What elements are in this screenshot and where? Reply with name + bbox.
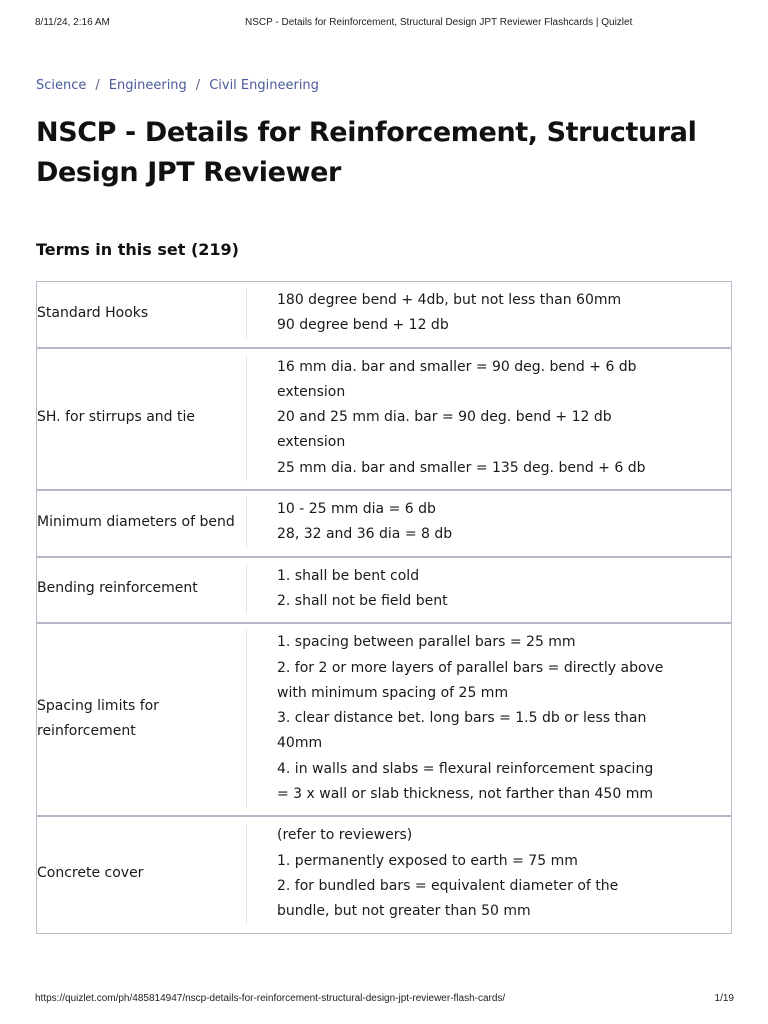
term-row <box>37 815 731 932</box>
term-text: Minimum diameters of bend <box>37 513 235 530</box>
definition-line: 4. in walls and slabs = flexural reinforcement spacing = 3 x wall or slab thickness, not farther than 450 mm <box>277 760 654 803</box>
term-text: Bending reinforcement <box>37 580 198 597</box>
print-url: https://quizlet.com/ph/485814947/nscp-details-for-reinforcement-structural-design-jpt-reviewer-flash-cards/ <box>35 993 506 1004</box>
term-text: Spacing limits for reinforcement <box>37 697 159 739</box>
definition-text <box>247 564 731 615</box>
definition-text <box>247 823 731 924</box>
definition-text <box>247 288 731 339</box>
terms-table <box>36 281 732 934</box>
term-text: Concrete cover <box>37 865 144 882</box>
page-title: NSCP - Details for Reinforcement, Structural Design JPT Reviewer <box>36 117 697 188</box>
term-row <box>37 556 731 623</box>
terms-heading: Terms in this set (219) <box>36 240 239 259</box>
term-row <box>37 282 731 347</box>
definition-line: 20 and 25 mm dia. bar = 90 deg. bend + 12 db extension <box>277 409 612 451</box>
term-row <box>37 622 731 815</box>
print-page-title: NSCP - Details for Reinforcement, Structural Design JPT Reviewer Flashcards | Quizlet <box>245 17 633 28</box>
definition-line: 90 degree bend + 12 db <box>277 317 449 334</box>
breadcrumb-separator: / <box>195 78 201 93</box>
term-text: Standard Hooks <box>37 304 149 321</box>
definition-line: 1. spacing between parallel bars = 25 mm <box>277 634 576 651</box>
breadcrumb-link-civil-engineering[interactable]: Civil Engineering <box>209 78 319 93</box>
definition-line: 2. for 2 or more layers of parallel bars = directly above with minimum spacing of 25 mm <box>277 659 664 701</box>
breadcrumb-link-science[interactable]: Science <box>36 78 87 93</box>
definition-line: 16 mm dia. bar and smaller = 90 deg. bend + 6 db extension <box>277 358 637 400</box>
print-header <box>35 17 734 31</box>
definition-line: 2. for bundled bars = equivalent diameter of the bundle, but not greater than 50 mm <box>277 877 619 920</box>
definition-line: 180 degree bend + 4db, but not less than 60mm <box>277 292 622 308</box>
term-text: SH. for stirrups and tie <box>37 409 195 426</box>
term-row <box>37 347 731 489</box>
definition-line: 3. clear distance bet. long bars = 1.5 db or less than 40mm <box>277 710 647 752</box>
definition-line: 1. shall be bent cold <box>277 567 420 584</box>
definition-line: 2. shall not be field bent <box>277 592 448 609</box>
definition-line: 1. permanently exposed to earth = 75 mm <box>277 852 578 869</box>
definition-line: 28, 32 and 36 dia = 8 db <box>277 526 453 543</box>
definition-text <box>247 630 731 807</box>
breadcrumb-separator: / <box>95 78 100 93</box>
definition-line: 25 mm dia. bar and smaller = 135 deg. bend + 6 db <box>277 459 646 476</box>
print-page-number: 1/19 <box>714 993 734 1004</box>
definition-line: 10 - 25 mm dia = 6 db <box>277 501 436 518</box>
breadcrumb-link-engineering[interactable]: Engineering <box>108 78 187 93</box>
definition-text <box>247 355 731 481</box>
definition-text <box>247 497 731 548</box>
term-row <box>37 489 731 556</box>
definition-line: (refer to reviewers) <box>277 827 413 844</box>
breadcrumb <box>36 78 319 93</box>
print-footer <box>35 993 734 1007</box>
print-date: 8/11/24, 2:16 AM <box>35 17 110 28</box>
